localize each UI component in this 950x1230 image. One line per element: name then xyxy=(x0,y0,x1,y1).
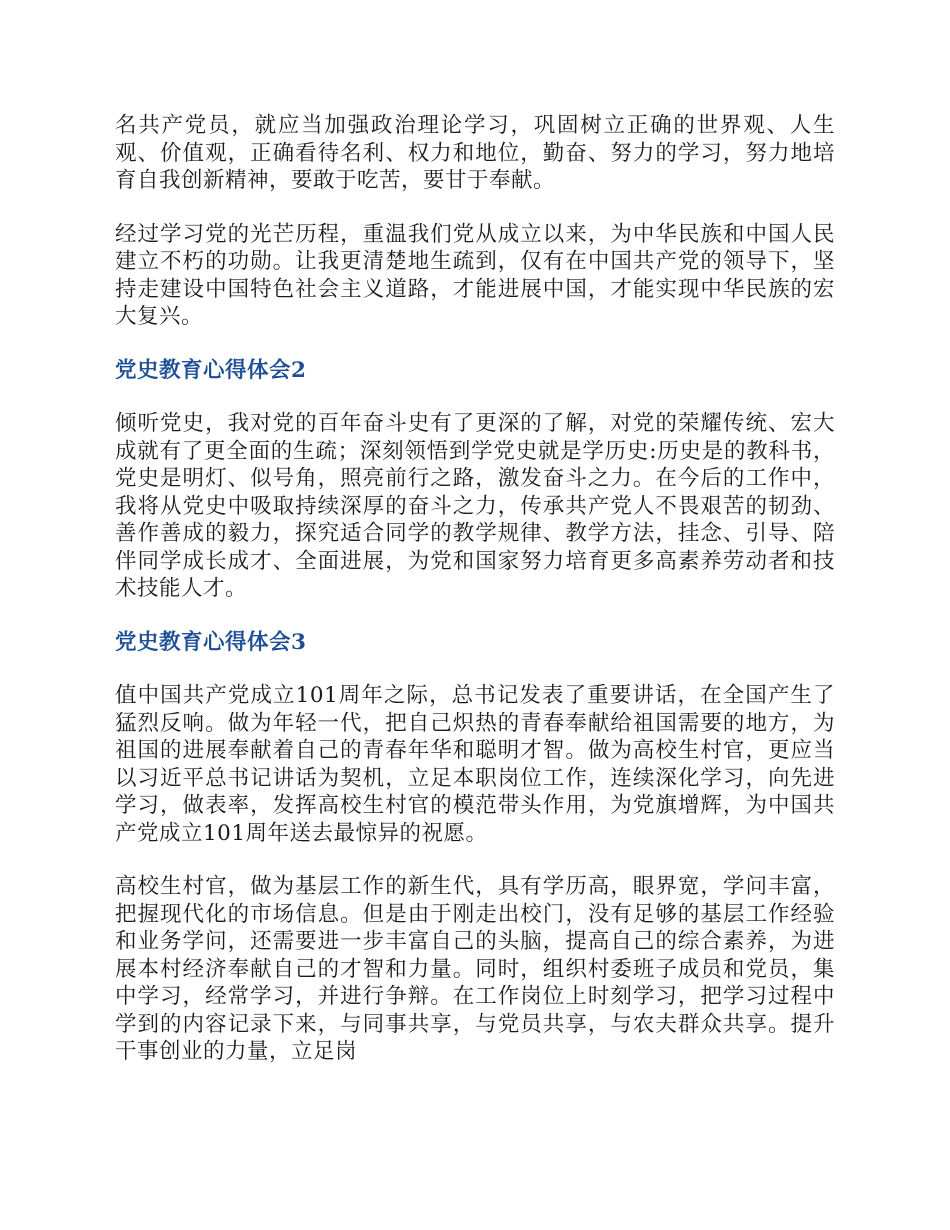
paragraph-4: 值中国共产党成立101周年之际，总书记发表了重要讲话，在全国产生了猛烈反响。做为年轻一代，把自己炽热的青春奉献给祖国需要的地方，为祖国的进展奉献着自己的青春年华和聪明才智。做为高校生村官，更应当以习近平总书记讲话为契机，立足本职岗位工作，连续深化学习，向先进学习，做表率，发挥高校生村官的模范带头作用，为党旗增辉，为中国共产党成立101周年送去最惊异的祝愿。 xyxy=(115,683,835,846)
paragraph-5: 高校生村官，做为基层工作的新生代，具有学历高，眼界宽，学问丰富，把握现代化的市场信息。但是由于刚走出校门，没有足够的基层工作经验和业务学问，还需要进一步丰富自己的头脑，提高自己的综合素养，为进展本村经济奉献自己的才智和力量。同时，组织村委班子成员和党员，集中学习，经常学习，并进行争辩。在工作岗位上时刻学习，把学习过程中学到的内容记录下来，与同事共享，与党员共享，与农夫群众共享。提升干事创业的力量，立足岗 xyxy=(115,874,835,1064)
section-heading-2: 党史教育心得体会2 xyxy=(115,357,307,383)
document-page xyxy=(115,112,835,1092)
paragraph-3: 倾听党史，我对党的百年奋斗史有了更深的了解，对党的荣耀传统、宏大成就有了更全面的生疏；深刻领悟到学党史就是学历史:历史是的教科书，党史是明灯、似号角，照亮前行之路，激发奋斗之力。在今后的工作中，我将从党史中吸取持续深厚的奋斗之力，传承共产党人不畏艰苦的韧劲、善作善成的毅力，探究适合同学的教学规律、教学方法，挂念、引导、陪伴同学成长成才、全面进展，为党和国家努力培育更多高素养劳动者和技术技能人才。 xyxy=(115,411,835,601)
paragraph-1: 名共产党员，就应当加强政治理论学习，巩固树立正确的世界观、人生观、价值观，正确看待名利、权力和地位，勤奋、努力的学习，努力地培育自我创新精神，要敢于吃苦，要甘于奉献。 xyxy=(115,113,835,193)
section-heading-3: 党史教育心得体会3 xyxy=(115,629,307,655)
paragraph-2: 经过学习党的光芒历程，重温我们党从成立以来，为中华民族和中国人民建立不朽的功勋。让我更清楚地生疏到，仅有在中国共产党的领导下，坚持走建设中国特色社会主义道路，才能进展中国，才能实现中华民族的宏大复兴。 xyxy=(115,221,835,329)
